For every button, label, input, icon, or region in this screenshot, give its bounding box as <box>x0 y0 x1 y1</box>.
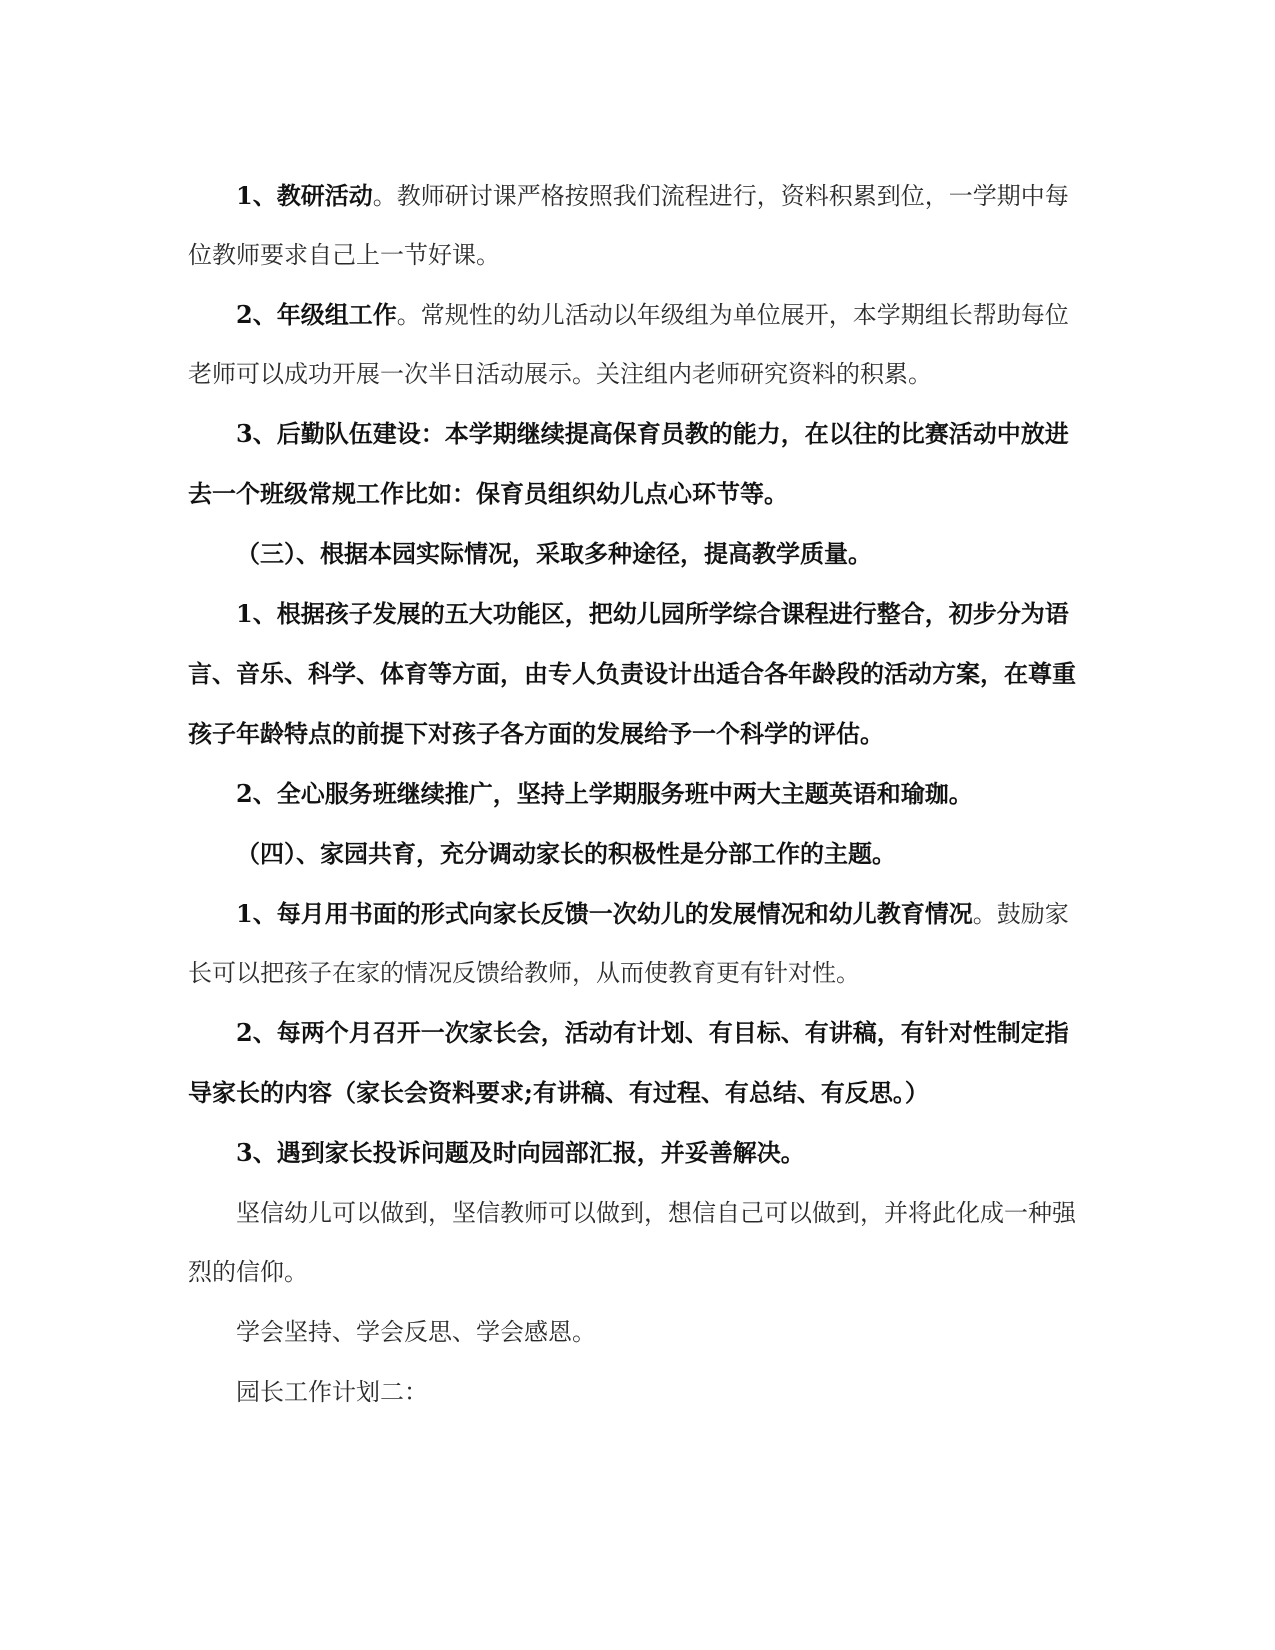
section-heading-3 <box>188 524 1088 584</box>
paragraph-6 <box>188 764 1088 824</box>
paragraph-heading: （三）、根据本园实际情况，采取多种途径，提高教学质量。 <box>236 539 872 568</box>
paragraph-2 <box>188 285 1088 404</box>
paragraph-heading: 2、年级组工作 <box>236 300 397 329</box>
paragraph-8 <box>188 884 1088 1003</box>
paragraph-text: 坚信幼儿可以做到，坚信教师可以做到，想信自己可以做到，并将此化成一种强烈的信仰。 <box>188 1199 1076 1286</box>
paragraph-5 <box>188 584 1088 764</box>
paragraph-1 <box>188 166 1088 285</box>
paragraph-heading: 1、每月用书面的形式向家长反馈一次幼儿的发展情况和幼儿教育情况 <box>236 899 973 928</box>
paragraph-12 <box>188 1302 1088 1362</box>
paragraph-heading: 1、教研活动 <box>236 181 373 210</box>
paragraph-text: 学会坚持、学会反思、学会感恩。 <box>236 1318 596 1346</box>
paragraph-text: 。教师研讨课严格按照我们流程进行，资料积累到位，一学期中每位教师要求自己上一节好课。 <box>188 182 1069 269</box>
paragraph-heading: 1、根据孩子发展的五大功能区，把幼儿园所学综合课程进行整合，初步分为语言、音乐、科学、体育等方面，由专人负责设计出适合各年龄段的活动方案，在尊重孩子年龄特点的前提下对孩子各方面的发展给予一个科学的评估。 <box>188 599 1076 748</box>
section-heading-4 <box>188 824 1088 884</box>
paragraph-heading: （四）、家园共育，充分调动家长的积极性是分部工作的主题。 <box>236 839 896 868</box>
paragraph-text: 园长工作计划二： <box>236 1378 428 1406</box>
paragraph-11 <box>188 1183 1088 1302</box>
paragraph-3 <box>188 404 1088 524</box>
paragraph-10 <box>188 1123 1088 1183</box>
paragraph-text: 。常规性的幼儿活动以年级组为单位展开，本学期组长帮助每位老师可以成功开展一次半日活动展示。关注组内老师研究资料的积累。 <box>188 301 1069 388</box>
paragraph-9 <box>188 1003 1088 1123</box>
document-page <box>188 166 1088 1422</box>
paragraph-heading: 3、后勤队伍建设：本学期继续提高保育员教的能力，在以往的比赛活动中放进去一个班级常规工作比如：保育员组织幼儿点心环节等。 <box>188 419 1069 508</box>
paragraph-heading: 2、每两个月召开一次家长会，活动有计划、有目标、有讲稿，有针对性制定指导家长的内容（家长会资料要求;有讲稿、有过程、有总结、有反思。） <box>188 1018 1069 1107</box>
paragraph-heading: 2、全心服务班继续推广，坚持上学期服务班中两大主题英语和瑜珈。 <box>236 779 973 808</box>
paragraph-text: 。鼓励家长可以把孩子在家的情况反馈给教师，从而使教育更有针对性。 <box>188 900 1069 987</box>
plan-two-heading <box>188 1362 1088 1422</box>
paragraph-heading: 3、遇到家长投诉问题及时向园部汇报，并妥善解决。 <box>236 1138 805 1167</box>
